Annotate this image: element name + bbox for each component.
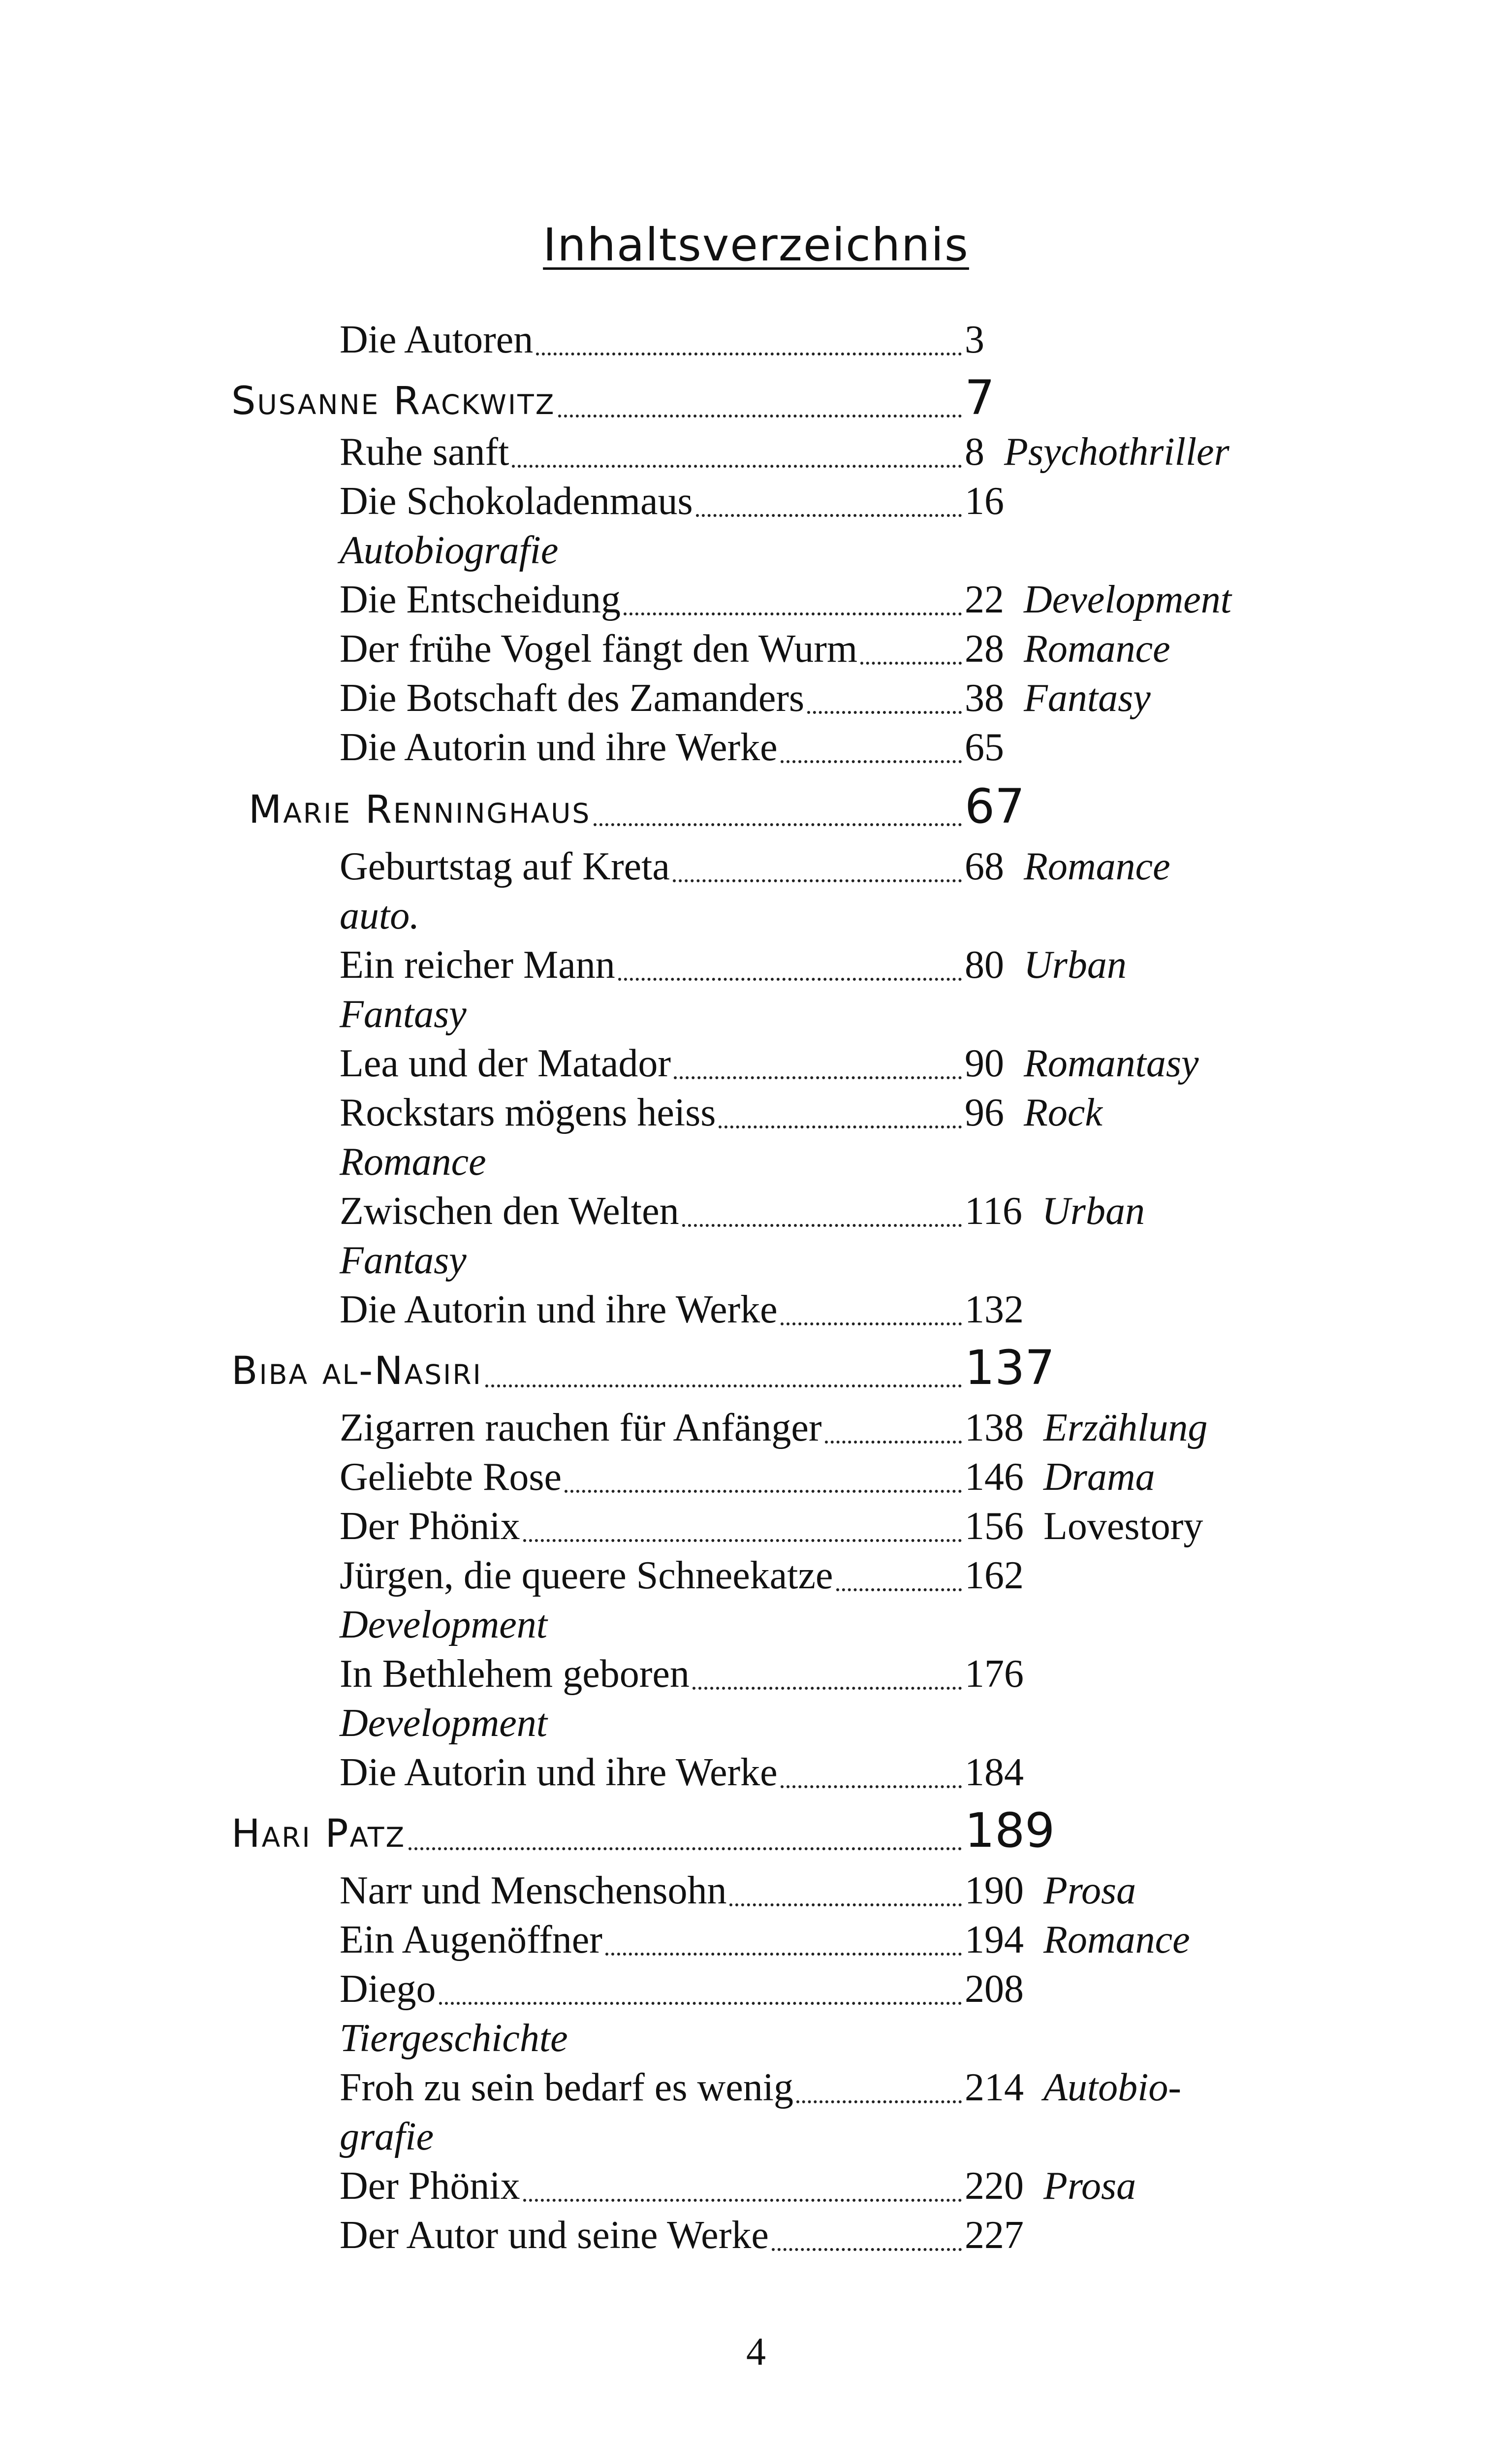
genre-label: Drama <box>1043 1455 1155 1499</box>
entry-title: Die Botschaft des Zamanders <box>340 676 805 720</box>
page-ref: 67 <box>965 779 1025 834</box>
toc-heading-text: Inhaltsverzeichnis <box>543 219 969 271</box>
genre-label: Autobio- <box>1043 2066 1181 2109</box>
dot-leader <box>781 1322 962 1325</box>
genre-label: Fantasy <box>1024 676 1151 720</box>
genre-continuation: Tiergeschichte <box>340 2017 568 2060</box>
entry-title: Der Autor und seine Werke <box>340 2214 769 2257</box>
genre-label: Urban <box>1024 943 1127 987</box>
page-ref: 146 <box>965 1455 1024 1499</box>
dot-leader <box>796 2100 962 2103</box>
genre-label: Lovestory <box>1043 1505 1203 1548</box>
page-ref: 16 <box>965 480 1004 523</box>
toc-entry-row[interactable] <box>340 580 1231 619</box>
page-ref: 184 <box>965 1751 1024 1794</box>
entry-title: Froh zu sein bedarf es wenig <box>340 2066 793 2109</box>
entry-title: Der Phönix <box>340 1505 520 1548</box>
genre-label: Urban <box>1042 1189 1145 1233</box>
genre-label: Development <box>1024 578 1232 621</box>
dot-leader <box>807 711 962 714</box>
page-ref: 96 <box>965 1091 1004 1134</box>
toc-entry-row[interactable] <box>340 2068 1181 2107</box>
entry-title: Die Autorin und ihre Werke <box>340 726 778 769</box>
page-ref: 190 <box>965 1869 1024 1912</box>
dot-leader <box>693 1687 962 1690</box>
genre-continuation: auto. <box>340 894 420 937</box>
genre-continuation: Fantasy <box>340 993 467 1036</box>
entry-title: Geburtstag auf Kreta <box>340 845 670 888</box>
dot-leader <box>772 2248 962 2251</box>
entry-title: Rockstars mögens heiss <box>340 1091 716 1134</box>
toc-entry-row[interactable] <box>340 1871 1136 1910</box>
dot-leader <box>719 1125 962 1128</box>
toc-entry-row[interactable] <box>340 320 984 359</box>
page-ref: 90 <box>965 1042 1004 1085</box>
page-ref: 214 <box>965 2066 1024 2109</box>
toc-entry-row[interactable] <box>340 1753 1024 1792</box>
page-ref: 208 <box>965 1967 1024 2011</box>
entry-title: Die Autorin und ihre Werke <box>340 1288 778 1331</box>
toc-entry-row[interactable] <box>340 1654 1024 1694</box>
entry-title: Die Entscheidung <box>340 578 621 621</box>
toc-entry-row[interactable] <box>340 1969 1024 2009</box>
toc-entry-row[interactable] <box>340 1044 1199 1083</box>
entry-title: Die Autorin und ihre Werke <box>340 1751 778 1794</box>
entry-title: Die Autoren <box>340 318 534 361</box>
page-ref: 116 <box>965 1189 1023 1233</box>
toc-heading <box>0 219 1512 271</box>
page-ref: 176 <box>965 1652 1024 1696</box>
page-ref: 28 <box>965 627 1004 671</box>
page-ref: 162 <box>965 1554 1024 1597</box>
entry-title: Der frühe Vogel fängt den Wurm <box>340 627 858 671</box>
entry-title: In Bethlehem geboren <box>340 1652 690 1696</box>
page-ref: 138 <box>965 1406 1024 1449</box>
toc-author-row[interactable] <box>231 1803 1055 1858</box>
page-ref: 189 <box>965 1803 1055 1858</box>
page-ref: 227 <box>965 2214 1024 2257</box>
genre-label: Psychothriller <box>1004 430 1229 474</box>
dot-leader <box>523 1539 962 1542</box>
entry-title: Ein Augenöffner <box>340 1918 602 1961</box>
genre-label: Rock <box>1024 1091 1102 1134</box>
page-ref: 65 <box>965 726 1004 769</box>
genre-continuation: Autobiografie <box>340 529 559 572</box>
entry-title: Ein reicher Mann <box>340 943 615 987</box>
page-ref: 38 <box>965 676 1004 720</box>
page-ref: 80 <box>965 943 1004 987</box>
toc-entry-row[interactable] <box>340 1290 1024 1329</box>
author-name: Susanne Rackwitz <box>231 379 556 423</box>
dot-leader <box>673 879 962 882</box>
page-ref: 137 <box>965 1340 1055 1395</box>
dot-leader <box>536 353 962 355</box>
page-ref: 194 <box>965 1918 1024 1961</box>
entry-title: Geliebte Rose <box>340 1455 562 1499</box>
dot-leader <box>512 465 962 468</box>
page-ref: 132 <box>965 1288 1024 1331</box>
entry-title: Diego <box>340 1967 436 2011</box>
genre-continuation: Fantasy <box>340 1239 467 1282</box>
dot-leader <box>409 1847 962 1850</box>
entry-title: Die Schokoladenmaus <box>340 480 693 523</box>
toc-entry-row[interactable] <box>340 1408 1207 1447</box>
toc-entry-row[interactable] <box>340 1507 1203 1546</box>
toc-entry-row[interactable] <box>340 2216 1024 2255</box>
dot-leader <box>836 1588 962 1591</box>
genre-label: Prosa <box>1043 2164 1136 2208</box>
dot-leader <box>860 662 962 665</box>
entry-title: Lea und der Matador <box>340 1042 671 1085</box>
toc-entry-row[interactable] <box>340 1457 1155 1497</box>
entry-title: Ruhe sanft <box>340 430 509 474</box>
page-ref: 220 <box>965 2164 1024 2208</box>
dot-leader <box>729 1903 962 1906</box>
dot-leader <box>594 823 962 826</box>
toc-entry-row[interactable] <box>340 482 1004 521</box>
entry-title: Zwischen den Welten <box>340 1189 679 1233</box>
toc-author-row[interactable] <box>249 779 1025 834</box>
toc-entry-row[interactable] <box>340 1093 1102 1132</box>
dot-leader <box>565 1490 962 1493</box>
genre-label: Romantasy <box>1024 1042 1199 1085</box>
dot-leader <box>696 514 962 517</box>
author-name: Biba al-Nasiri <box>231 1349 482 1393</box>
toc-entry-row[interactable] <box>340 1191 1145 1231</box>
toc-entry-row[interactable] <box>340 2166 1136 2206</box>
entry-title: Jürgen, die queere Schneekatze <box>340 1554 833 1597</box>
toc-entry-row[interactable] <box>340 945 1127 985</box>
dot-leader <box>825 1441 962 1444</box>
dot-leader <box>674 1076 962 1079</box>
toc-entry-row[interactable] <box>340 432 1229 472</box>
dot-leader <box>618 978 962 981</box>
dot-leader <box>523 2199 962 2202</box>
genre-continuation: Development <box>340 1702 548 1745</box>
dot-leader <box>624 612 962 615</box>
author-name: Marie Renninghaus <box>249 788 591 832</box>
genre-label: Erzählung <box>1043 1406 1208 1449</box>
dot-leader <box>605 1953 962 1956</box>
toc-author-row[interactable] <box>231 370 995 425</box>
dot-leader <box>781 760 962 763</box>
toc-entry-row[interactable] <box>340 1920 1190 1960</box>
page-ref: 3 <box>965 318 984 361</box>
dot-leader <box>558 415 962 418</box>
toc-entry-row[interactable] <box>340 847 1170 886</box>
genre-label: Prosa <box>1043 1869 1136 1912</box>
author-name: Hari Patz <box>231 1812 406 1856</box>
dot-leader <box>682 1224 962 1227</box>
page-number: 4 <box>746 2330 766 2374</box>
toc-entry-row[interactable] <box>340 629 1170 669</box>
toc-author-row[interactable] <box>231 1340 1055 1395</box>
page-ref: 68 <box>965 845 1004 888</box>
dot-leader <box>439 2002 962 2005</box>
page-ref: 22 <box>965 578 1004 621</box>
page-ref: 8 <box>965 430 984 474</box>
entry-title: Narr und Menschensohn <box>340 1869 727 1912</box>
genre-label: Romance <box>1043 1918 1190 1961</box>
genre-label: Romance <box>1024 627 1170 671</box>
genre-continuation: grafie <box>340 2115 434 2158</box>
entry-title: Der Phönix <box>340 2164 520 2208</box>
page-ref: 7 <box>965 370 995 425</box>
toc-entry-row[interactable] <box>340 728 1004 767</box>
genre-continuation: Romance <box>340 1140 486 1184</box>
genre-continuation: Development <box>340 1603 548 1646</box>
toc-entry-row[interactable] <box>340 1556 1024 1595</box>
dot-leader <box>781 1785 962 1788</box>
entry-title: Zigarren rauchen für Anfänger <box>340 1406 822 1449</box>
page-ref: 156 <box>965 1505 1024 1548</box>
genre-label: Romance <box>1024 845 1170 888</box>
toc-entry-row[interactable] <box>340 678 1151 718</box>
dot-leader <box>485 1384 962 1387</box>
